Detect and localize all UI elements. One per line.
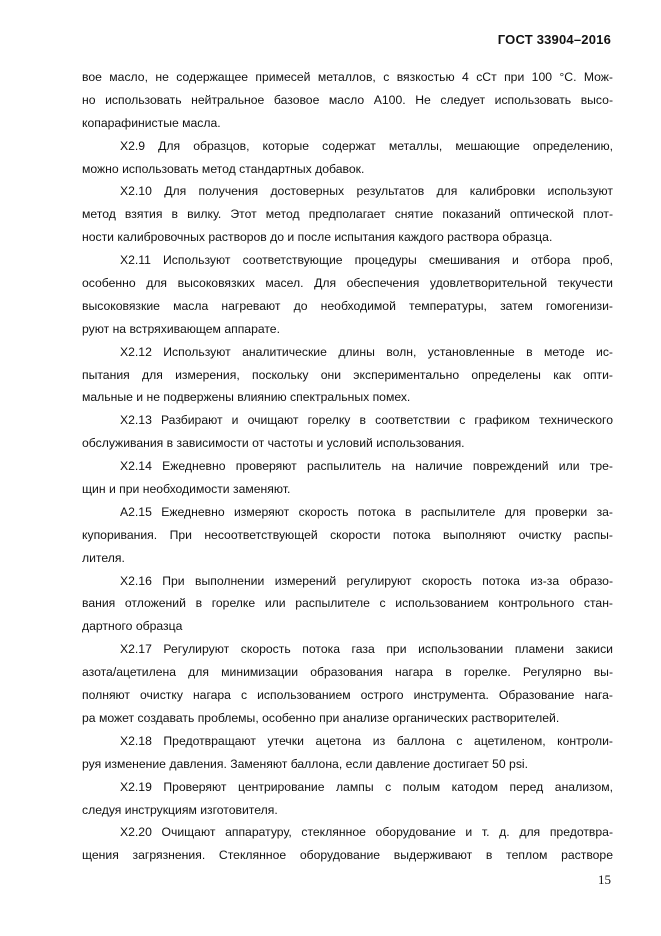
text-line: особенно для высоковязких масел. Для обеспечения удовлетворительной текучести bbox=[82, 276, 613, 291]
text-line: Х2.10 Для получения достоверных результатов для калибровки используют bbox=[120, 184, 613, 199]
paragraph bbox=[82, 135, 613, 181]
text-line: Х2.14 Ежедневно проверяют распылитель на наличие повреждений или тре- bbox=[120, 459, 613, 474]
text-line: пытания для измерения, поскольку они экспериментально определены как опти- bbox=[82, 367, 613, 382]
text-line: вое масло, не содержащее примесей металлов, с вязкостью 4 сСт при 100 °С. Мож- bbox=[82, 70, 613, 84]
paragraph bbox=[82, 821, 613, 867]
paragraph bbox=[82, 180, 613, 249]
text-line: метод взятия в вилку. Этот метод предполагает снятие показаний оптической плот- bbox=[82, 207, 613, 222]
text-line: ности калибровочных растворов до и после испытания каждого раствора образца. bbox=[82, 230, 553, 245]
paragraph bbox=[82, 570, 613, 639]
text-line: Х2.11 Используют соответствующие процедуры смешивания и отбора проб, bbox=[120, 253, 613, 268]
text-line: Х2.17 Регулируют скорость потока газа при использовании пламени закиси bbox=[120, 642, 613, 657]
text-line: вания отложений в горелке или распылителе с использованием контрольного стан- bbox=[82, 596, 613, 611]
paragraph bbox=[82, 409, 613, 455]
text-line: Х2.13 Разбирают и очищают горелку в соответствии с графиком технического bbox=[120, 413, 613, 428]
text-line: высоковязкие масла нагревают до необходимой температуры, затем гомогенизи- bbox=[82, 298, 613, 313]
text-line: руют на встряхивающем аппарате. bbox=[82, 321, 280, 336]
paragraph bbox=[82, 341, 613, 410]
text-line: Х2.18 Предотвращают утечки ацетона из баллона с ацетиленом, контроли- bbox=[120, 733, 613, 748]
text-line: Х2.20 Очищают аппаратуру, стеклянное оборудование и т. д. для предотвра- bbox=[120, 825, 613, 840]
paragraph bbox=[82, 776, 613, 822]
standard-designation: ГОСТ 33904–2016 bbox=[497, 32, 611, 47]
text-line: щин и при необходимости заменяют. bbox=[82, 482, 291, 497]
text-line: копарафинистые масла. bbox=[82, 115, 221, 130]
text-line: можно использовать метод стандартных добавок. bbox=[82, 161, 365, 176]
paragraph bbox=[82, 66, 613, 135]
text-line: Х2.16 При выполнении измерений регулируют скорость потока из-за образо- bbox=[120, 573, 613, 588]
text-line: щения загрязнения. Стеклянное оборудование выдерживают в теплом растворе bbox=[82, 848, 613, 863]
text-line: азота/ацетилена для минимизации образования нагара в горелке. Регулярно вы- bbox=[82, 665, 613, 680]
text-line: мальные и не подвержены влиянию спектральных помех. bbox=[82, 390, 411, 405]
text-line: но использовать нейтральное базовое масло А100. Не следует использовать высо- bbox=[82, 92, 613, 107]
text-line: Х2.19 Проверяют центрирование лампы с полым катодом перед анализом, bbox=[120, 779, 613, 794]
text-line: полняют очистку нагара с использованием острого инструмента. Образование нага- bbox=[82, 688, 613, 703]
paragraph bbox=[82, 638, 613, 730]
text-line: дартного образца bbox=[82, 619, 183, 634]
text-line: купоривания. При несоответствующей скорости потока выполняют очистку распы- bbox=[82, 527, 613, 542]
page-number: 15 bbox=[598, 872, 611, 887]
document-body bbox=[82, 66, 613, 867]
text-line: обслуживания в зависимости от частоты и условий использования. bbox=[82, 436, 465, 451]
text-line: Х2.12 Используют аналитические длины волн, установленные в методе ис- bbox=[120, 344, 613, 359]
text-line: Х2.9 Для образцов, которые содержат металлы, мешающие определению, bbox=[120, 138, 613, 153]
paragraph bbox=[82, 249, 613, 341]
paragraph bbox=[82, 501, 613, 570]
text-line: следуя инструкциям изготовителя. bbox=[82, 802, 278, 817]
text-line: лителя. bbox=[82, 550, 125, 565]
paragraph bbox=[82, 730, 613, 776]
text-line: ра может создавать проблемы, особенно при анализе органических растворителей. bbox=[82, 710, 560, 725]
text-line: А2.15 Ежедневно измеряют скорость потока в распылителе для проверки за- bbox=[120, 504, 613, 519]
text-line: руя изменение давления. Заменяют баллона, если давление достигает 50 psi. bbox=[82, 756, 529, 771]
paragraph bbox=[82, 455, 613, 501]
